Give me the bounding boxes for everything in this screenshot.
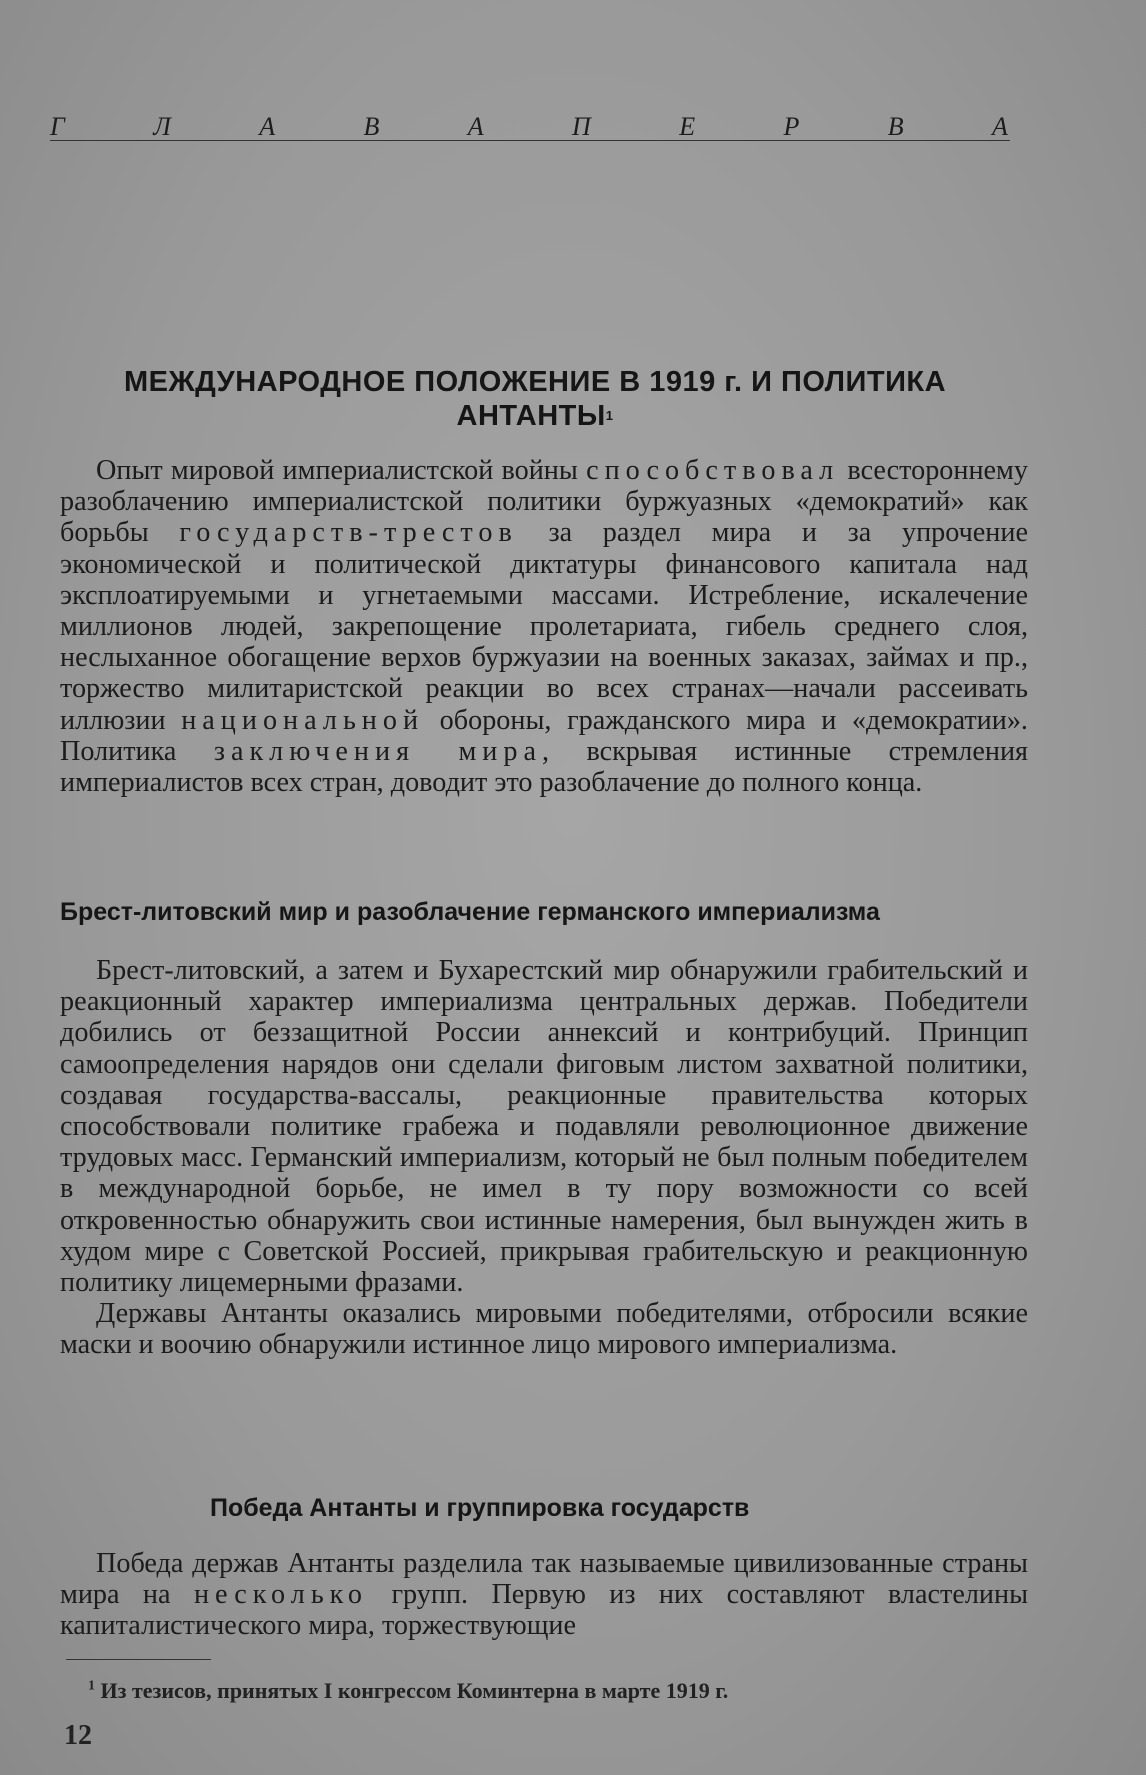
- paragraph: Державы Антанты оказались мировыми победителями, отбросили всякие маски и воочию обнаружили истинное лицо мирового империализма.: [60, 1298, 1028, 1361]
- chapter-letter: В: [887, 112, 906, 141]
- spaced-text: несколько: [193, 1579, 369, 1611]
- section-victory-body: [60, 1548, 1028, 1642]
- footnote-divider: [66, 1659, 211, 1660]
- paragraph: [60, 1548, 1028, 1642]
- footnote-mark: 1: [88, 1678, 95, 1694]
- spaced-text: государств-трестов: [179, 517, 518, 549]
- spaced-text: заключения мира: [213, 735, 542, 767]
- intro-text: [60, 455, 1028, 798]
- page-title: [50, 365, 1020, 433]
- page-number: 12: [64, 1720, 92, 1751]
- paragraph: Брест-литовский, а затем и Бухарестский мир обнаружили грабительский и реакционный характер империализма центральных держав. Победители добились от беззащитной России аннексий и контрибуций. Принцип самоопределения нарядов они сделали фиговым листом захватной политики, создавая государства-вассалы, реакционные правительства которых способствовали политике грабежа и подавляли революционное движение трудовых масс. Германский империализм, который не был полным победителем в международной борьбе, не имел в ту пору возможности со всей откровенностью обнаружить свои истинные намерения, был вынужден жить в худом мире с Советской Россией, прикрывая грабительскую и реакционную политику лицемерными фразами.: [60, 955, 1028, 1299]
- text-run: всестороннему разоблачению империалистской политики буржуазных «демократий» как борьбы: [60, 455, 1028, 549]
- title-line-2: [50, 399, 1020, 433]
- section-heading-brest: Брест-литовский мир и разоблачение германского империализма: [60, 898, 880, 926]
- footnote-text: Из тезисов, принятых I конгрессом Коминтерна в марте 1919 г.: [95, 1678, 729, 1703]
- chapter-heading: [50, 112, 1010, 142]
- chapter-letter: Р: [783, 112, 802, 141]
- footnote: [88, 1678, 728, 1704]
- spaced-text: способствовал: [586, 455, 840, 486]
- text-run: за раздел мира и за упрочение экономической и политической диктатуры финансового капитала над эксплоатируемыми и угнетаемыми массами. Истребление, искалечение миллионов людей, закрепощение пролетариата, гибель среднего слоя, неслыханное обогащение верхов буржуазии на военных заказах, займах и пр., торжество милитаристской реакции во всех странах—начали рассеивать иллюзии: [60, 517, 1028, 736]
- title-line-1: МЕЖДУНАРОДНОЕ ПОЛОЖЕНИЕ В 1919 г. И ПОЛИТИКА: [123, 366, 947, 398]
- intro-paragraph: [60, 455, 1028, 798]
- text-run: Победа держав Антанты разделила так называемые цивилизованные страны мира на: [60, 1548, 1028, 1611]
- chapter-letter: А: [992, 112, 1010, 141]
- text-run: групп. Первую из них составляют властелины капиталистического мира, торжествующие: [60, 1579, 1029, 1642]
- text-run: Опыт мировой империалистской войны: [96, 455, 587, 486]
- chapter-letter: А: [467, 112, 486, 141]
- spaced-text: национальной: [181, 704, 425, 736]
- text-run: , вскрывая истинные стремления империалистов всех стран, доводит это разоблачение до полного конца.: [60, 735, 1028, 799]
- chapter-letter: П: [572, 112, 593, 141]
- chapter-letter: Г: [50, 112, 67, 141]
- chapter-letter: Л: [153, 112, 173, 141]
- chapter-letter: Е: [679, 112, 698, 141]
- chapter-letter: В: [363, 112, 382, 141]
- chapter-letter: А: [259, 112, 278, 141]
- section-heading-victory: Победа Антанты и группировка государств: [210, 1494, 750, 1522]
- chapter-rule-divider: [50, 140, 1010, 141]
- text-run: обороны, гражданского мира и «демократии». Политика: [60, 704, 1028, 767]
- section-brest-body: [60, 955, 1028, 1361]
- footnote-ref: 1: [605, 408, 614, 423]
- title-line-2-text: АНТАНТЫ: [456, 400, 606, 432]
